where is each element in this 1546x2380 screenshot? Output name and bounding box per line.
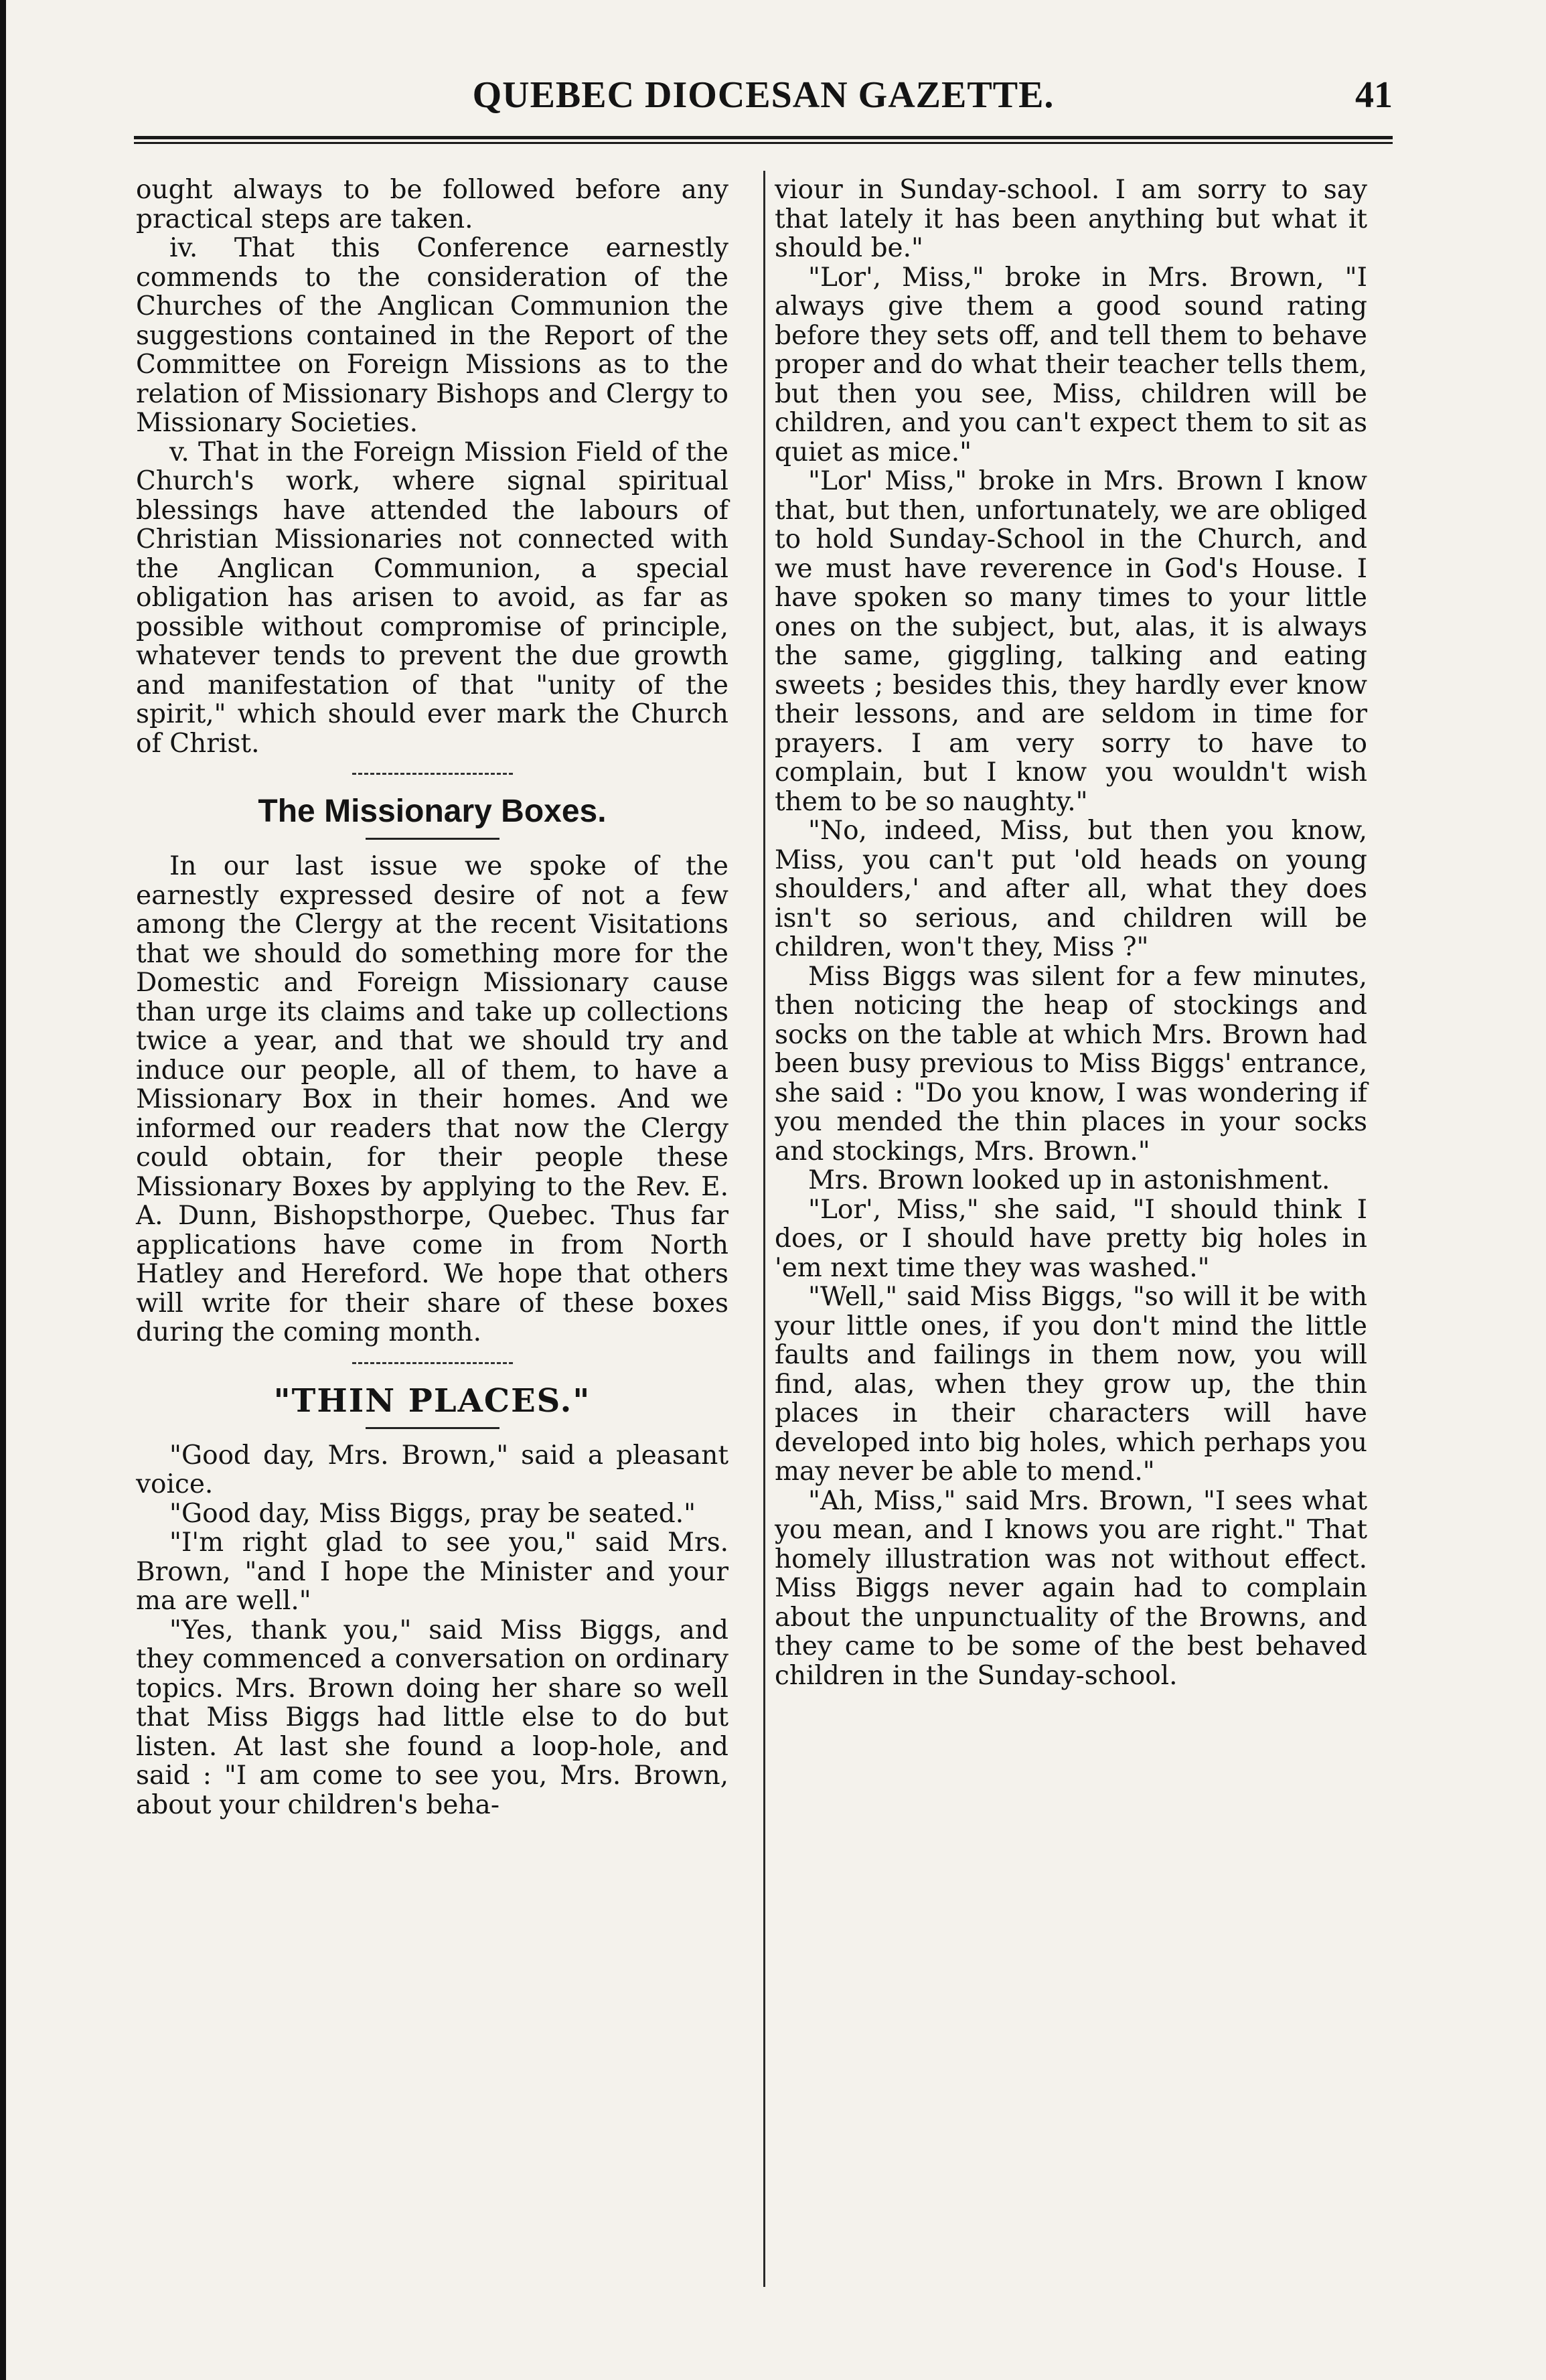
story-paragraph: "I'm right glad to see you," said Mrs. Brown, "and I hope the Minister and your ma are well." [136, 1528, 728, 1616]
story-paragraph: "Good day, Mrs. Brown," said a pleasant voice. [136, 1440, 728, 1499]
story-paragraph: Miss Biggs was silent for a few minutes, then noticing the heap of stockings and socks on the table at which Mrs. Brown had been busy previous to Miss Biggs' entrance, she said : "Do you know, I was wondering if you mended the thin places in your socks and stockings, Mrs. Brown." [775, 961, 1367, 1167]
right-column [775, 175, 1367, 1690]
story-paragraph: Mrs. Brown looked up in astonishment. [808, 1165, 1330, 1195]
resolution-continuation: ought always to be followed before any practical steps are taken. [136, 175, 728, 234]
header-rule [134, 136, 1393, 144]
heading-rule [366, 1427, 499, 1429]
story-paragraph: "Lor' Miss," broke in Mrs. Brown I know that, but then, unfortunately, we are obliged to hold Sunday-School in the Church, and we must have reverence in God's House. I have spoken so many times to your little ones on the subject, but, alas, it is always the same, giggling, talking and eating sweets ; besides this, they hardly ever know their lessons, and are seldom in time for prayers. I am very sorry to have to complain, but I know you wouldn't wish them to be so naughty." [775, 466, 1367, 817]
story-paragraph: viour in Sunday-school. I am sorry to say that lately it has been anything but what it should be." [775, 175, 1367, 263]
story-paragraph: "Well," said Miss Biggs, "so will it be with your little ones, if you don't mind the little faults and failings in them now, you will find, alas, when they grow up, the thin places in their characters will have developed into big holes, which perhaps you may never be able to mend." [775, 1282, 1367, 1487]
page-header [134, 67, 1393, 121]
left-column [136, 175, 728, 1819]
resolution-iv: iv. That this Conference earnestly commends to the consideration of the Churches of the Anglican Communion the suggestions contained in the Report of the Committee on Foreign Missions as to the relation of Missionary Bishops and Clergy to Missionary Societies. [136, 233, 728, 438]
section-separator [352, 773, 513, 775]
page-number: 41 [1355, 74, 1393, 116]
heading-rule [366, 838, 499, 840]
story-paragraph: "Yes, thank you," said Miss Biggs, and they commenced a conversation on ordinary topics. Mrs. Brown doing her share so well that Miss Biggs had little else to do but listen. At last she found a loop-hole, and said : "I am come to see you, Mrs. Brown, about your children's beha- [136, 1615, 728, 1820]
heading-missionary-boxes: The Missionary Boxes. [258, 794, 607, 829]
heading-thin-places: "THIN PLACES." [273, 1382, 591, 1420]
story-paragraph: "Good day, Miss Biggs, pray be seated." [169, 1498, 696, 1529]
story-paragraph: "Lor', Miss," broke in Mrs. Brown, "I always give them a good sound rating before they sets off, and tell them to behave proper and do what their teacher tells them, but then you see, Miss, children will be children, and you can't expect them to sit as quiet as mice." [775, 262, 1367, 467]
story-paragraph: "Ah, Miss," said Mrs. Brown, "I sees what you mean, and I knows you are right." That homely illustration was not without effect. Miss Biggs never again had to complain about the unpunctuality of the Browns, and they came to be some of the best behaved children in the Sunday-school. [775, 1485, 1367, 1691]
column-divider [763, 171, 765, 2287]
page-edge-rule [0, 0, 6, 2380]
missionary-boxes-article: In our last issue we spoke of the earnestly expressed desire of not a few among the Clergy at the recent Visitations that we should do something more for the Domestic and Foreign Missionary cause than urge its claims and take up collections twice a year, and that we should try and induce our people, all of them, to have a Missionary Box in their homes. And we informed our readers that now the Clergy could obtain, for their people these Missionary Boxes by applying to the Rev. E. A. Dunn, Bishopsthorpe, Quebec. Thus far applications have come in from North Hatley and Hereford. We hope that others will write for their share of these boxes during the coming month. [136, 851, 728, 1347]
story-paragraph: "No, indeed, Miss, but then you know, Miss, you can't put 'old heads on young shoulders,' and after all, what they does isn't so serious, and children will be children, won't they, Miss ?" [775, 816, 1367, 962]
story-paragraph: "Lor', Miss," she said, "I should think I does, or I should have pretty big holes in 'em next time they was washed." [775, 1194, 1367, 1283]
gazette-title: QUEBEC DIOCESAN GAZETTE. [472, 74, 1055, 116]
resolution-v: v. That in the Foreign Mission Field of the Church's work, where signal spiritual blessings have attended the labours of Christian Missionaries not connected with the Anglican Communion, a special obligation has arisen to avoid, as far as possible without compromise of principle, whatever tends to prevent the due growth and manifestation of that "unity of the spirit," which should ever mark the Church of Christ. [136, 437, 728, 759]
section-separator [352, 1362, 513, 1364]
